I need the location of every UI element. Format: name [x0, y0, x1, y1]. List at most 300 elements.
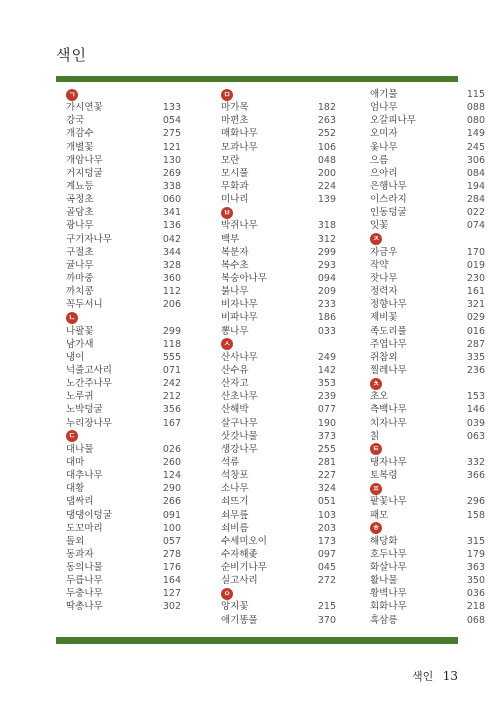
- index-column-3: [370, 88, 485, 627]
- index-entry: [66, 351, 181, 364]
- entry-page-number: 186: [317, 312, 336, 324]
- entry-term: 미나리: [221, 194, 249, 206]
- section-header: [221, 88, 336, 101]
- entry-term: 주엽나무: [370, 338, 407, 350]
- entry-term: 모란: [221, 154, 240, 166]
- entry-page-number: 215: [317, 601, 336, 613]
- index-entry: [370, 259, 485, 272]
- entry-page-number: 209: [317, 286, 336, 298]
- entry-page-number: 363: [466, 562, 485, 574]
- index-entry: [370, 403, 485, 416]
- entry-term: 노간주나무: [66, 378, 112, 390]
- index-entry: [370, 114, 485, 127]
- entry-term: 화살나무: [370, 562, 407, 574]
- entry-term: 마편초: [221, 115, 249, 127]
- entry-page-number: 016: [466, 325, 485, 337]
- entry-term: 복수초: [221, 259, 249, 271]
- entry-term: 쇠뜨기: [221, 496, 249, 508]
- index-entry: [66, 127, 181, 140]
- entry-page-number: 299: [162, 325, 181, 337]
- index-entry: [370, 430, 485, 443]
- index-entry: [370, 600, 485, 613]
- index-entry: [66, 272, 181, 285]
- entry-page-number: 179: [466, 548, 485, 560]
- entry-term: 남가새: [66, 338, 94, 350]
- entry-term: 애기똥풀: [221, 614, 258, 626]
- entry-term: 나팔꽃: [66, 325, 94, 337]
- index-entry: [370, 509, 485, 522]
- entry-page-number: 060: [162, 194, 181, 206]
- entry-page-number: 121: [162, 141, 181, 153]
- entry-page-number: 218: [466, 601, 485, 613]
- entry-term: 오미자: [370, 128, 398, 140]
- entry-page-number: 284: [466, 194, 485, 206]
- entry-page-number: 353: [317, 378, 336, 390]
- entry-page-number: 051: [317, 496, 336, 508]
- section-header: [66, 311, 181, 324]
- entry-term: 구기자나무: [66, 233, 112, 245]
- index-entry: [221, 469, 336, 482]
- entry-page-number: 278: [162, 548, 181, 560]
- entry-term: 수자해좆: [221, 548, 258, 560]
- entry-term: 개별꽃: [66, 141, 94, 153]
- index-entry: [66, 219, 181, 232]
- index-entry: [370, 141, 485, 154]
- entry-page-number: 068: [466, 614, 485, 626]
- entry-page-number: 260: [162, 456, 181, 468]
- entry-page-number: 263: [317, 115, 336, 127]
- index-entry: [370, 180, 485, 193]
- entry-term: 족도리풀: [370, 325, 407, 337]
- entry-page-number: 360: [162, 272, 181, 284]
- entry-term: 모시풀: [221, 167, 249, 179]
- entry-term: 개암나무: [66, 154, 103, 166]
- index-column-1: [66, 88, 181, 614]
- entry-term: 댕댕이덩굴: [66, 509, 112, 521]
- entry-page-number: 139: [317, 194, 336, 206]
- index-entry: [66, 482, 181, 495]
- index-entry: [221, 403, 336, 416]
- top-divider-bar: [56, 76, 458, 82]
- entry-term: 삿갓나물: [221, 430, 258, 442]
- entry-page-number: 200: [317, 167, 336, 179]
- entry-page-number: 161: [466, 286, 485, 298]
- index-entry: [221, 430, 336, 443]
- index-entry: [370, 246, 485, 259]
- entry-term: 복숭아나무: [221, 272, 267, 284]
- entry-page-number: 153: [466, 391, 485, 403]
- section-letter-badge: ㅇ: [221, 588, 233, 600]
- index-entry: [66, 259, 181, 272]
- entry-term: 거지덩굴: [66, 167, 103, 179]
- index-entry: [66, 403, 181, 416]
- entry-page-number: 290: [162, 483, 181, 495]
- section-header: [221, 206, 336, 219]
- index-entry: [370, 101, 485, 114]
- index-entry: [370, 154, 485, 167]
- index-entry: [221, 522, 336, 535]
- entry-term: 정력자: [370, 286, 398, 298]
- entry-term: 호두나무: [370, 548, 407, 560]
- index-entry: [221, 114, 336, 127]
- index-entry: [221, 141, 336, 154]
- section-letter-badge: ㅁ: [221, 89, 233, 101]
- entry-term: 무화과: [221, 180, 249, 192]
- entry-term: 강국: [66, 115, 85, 127]
- entry-page-number: 088: [466, 102, 485, 114]
- entry-term: 두충나무: [66, 588, 103, 600]
- index-entry: [66, 587, 181, 600]
- entry-page-number: 328: [162, 259, 181, 271]
- entry-page-number: 063: [466, 430, 485, 442]
- entry-page-number: 344: [162, 246, 181, 258]
- index-entry: [221, 377, 336, 390]
- index-entry: [66, 141, 181, 154]
- entry-term: 잇꽃: [370, 220, 389, 232]
- entry-term: 두릅나무: [66, 575, 103, 587]
- section-header: [370, 233, 485, 246]
- index-entry: [66, 325, 181, 338]
- entry-page-number: 370: [317, 614, 336, 626]
- entry-page-number: 255: [317, 443, 336, 455]
- section-letter-badge: ㅊ: [370, 378, 382, 390]
- index-entry: [66, 469, 181, 482]
- entry-page-number: 170: [466, 246, 485, 258]
- entry-term: 으름: [370, 154, 389, 166]
- index-entry: [66, 561, 181, 574]
- index-entry: [221, 390, 336, 403]
- entry-page-number: 074: [466, 220, 485, 232]
- page-title: 색인: [56, 46, 87, 64]
- section-header: [370, 522, 485, 535]
- entry-term: 비자나무: [221, 299, 258, 311]
- section-letter-badge: ㅂ: [221, 207, 233, 219]
- entry-term: 귤나무: [66, 259, 94, 271]
- entry-page-number: 555: [162, 351, 181, 363]
- entry-page-number: 100: [162, 522, 181, 534]
- section-letter-badge: ㄴ: [66, 312, 78, 324]
- entry-term: 꼭두서니: [66, 299, 103, 311]
- index-entry: [66, 495, 181, 508]
- section-letter-badge: ㅎ: [370, 522, 382, 534]
- section-header: [221, 587, 336, 600]
- entry-page-number: 321: [466, 299, 485, 311]
- index-entry: [66, 456, 181, 469]
- entry-page-number: 338: [162, 180, 181, 192]
- index-entry: [370, 574, 485, 587]
- index-entry: [66, 285, 181, 298]
- entry-term: 뽕나무: [221, 325, 249, 337]
- entry-term: 치자나무: [370, 417, 407, 429]
- entry-term: 구절초: [66, 246, 94, 258]
- entry-page-number: 048: [317, 154, 336, 166]
- entry-page-number: 194: [466, 180, 485, 192]
- entry-page-number: 146: [466, 404, 485, 416]
- index-entry: [221, 351, 336, 364]
- index-entry: [66, 246, 181, 259]
- entry-term: 자금우: [370, 246, 398, 258]
- entry-term: 순비기나무: [221, 562, 267, 574]
- index-entry: [221, 101, 336, 114]
- entry-term: 살구나무: [221, 417, 258, 429]
- entry-page-number: 094: [317, 272, 336, 284]
- index-entry: [221, 495, 336, 508]
- entry-term: 실고사리: [221, 575, 258, 587]
- index-entry: [221, 193, 336, 206]
- entry-term: 생강나무: [221, 443, 258, 455]
- entry-page-number: 045: [317, 562, 336, 574]
- index-entry: [370, 325, 485, 338]
- index-entry: [66, 390, 181, 403]
- index-entry: [66, 574, 181, 587]
- entry-term: 소나무: [221, 483, 249, 495]
- index-entry: [370, 88, 485, 101]
- index-entry: [221, 456, 336, 469]
- entry-page-number: 124: [162, 470, 181, 482]
- entry-page-number: 269: [162, 167, 181, 179]
- entry-term: 쥐참외: [370, 351, 398, 363]
- entry-page-number: 176: [162, 562, 181, 574]
- entry-page-number: 103: [317, 509, 336, 521]
- entry-term: 토복령: [370, 470, 398, 482]
- index-entry: [221, 364, 336, 377]
- entry-term: 매화나무: [221, 128, 258, 140]
- entry-page-number: 167: [162, 417, 181, 429]
- entry-term: 수세미오이: [221, 535, 267, 547]
- entry-term: 옻나무: [370, 141, 398, 153]
- index-entry: [66, 548, 181, 561]
- section-header: [370, 443, 485, 456]
- entry-term: 산자고: [221, 378, 249, 390]
- entry-page-number: 118: [162, 338, 181, 350]
- entry-term: 비파나무: [221, 312, 258, 324]
- entry-page-number: 299: [317, 246, 336, 258]
- entry-term: 가시연꽃: [66, 102, 103, 114]
- index-entry: [66, 338, 181, 351]
- entry-term: 동과자: [66, 548, 94, 560]
- entry-term: 측백나무: [370, 404, 407, 416]
- entry-page-number: 080: [466, 115, 485, 127]
- entry-term: 산사나무: [221, 351, 258, 363]
- entry-page-number: 227: [317, 470, 336, 482]
- entry-term: 박쥐나무: [221, 220, 258, 232]
- index-entry: [370, 456, 485, 469]
- entry-page-number: 173: [317, 535, 336, 547]
- entry-page-number: 033: [317, 325, 336, 337]
- section-header: [370, 377, 485, 390]
- index-entry: [66, 154, 181, 167]
- index-entry: [221, 325, 336, 338]
- index-entry: [221, 259, 336, 272]
- entry-term: 으아리: [370, 167, 398, 179]
- entry-page-number: 127: [162, 588, 181, 600]
- entry-page-number: 350: [466, 575, 485, 587]
- section-header: [221, 338, 336, 351]
- entry-term: 찔레나무: [370, 364, 407, 376]
- entry-page-number: 224: [317, 180, 336, 192]
- entry-term: 흑삼릉: [370, 614, 398, 626]
- entry-page-number: 091: [162, 509, 181, 521]
- index-entry: [370, 285, 485, 298]
- entry-term: 이스라지: [370, 194, 407, 206]
- entry-page-number: 029: [466, 312, 485, 324]
- section-letter-badge: ㅈ: [370, 233, 382, 245]
- index-entry: [66, 509, 181, 522]
- index-entry: [370, 417, 485, 430]
- entry-term: 누리장나무: [66, 417, 112, 429]
- entry-page-number: 097: [317, 548, 336, 560]
- entry-page-number: 281: [317, 456, 336, 468]
- entry-term: 도꼬마리: [66, 522, 103, 534]
- entry-term: 쇠무릎: [221, 509, 249, 521]
- entry-term: 해당화: [370, 535, 398, 547]
- entry-page-number: 019: [466, 259, 485, 271]
- entry-term: 탱자나무: [370, 456, 407, 468]
- index-entry: [221, 574, 336, 587]
- entry-term: 까마중: [66, 272, 94, 284]
- index-column-2: [221, 88, 336, 627]
- index-entry: [66, 193, 181, 206]
- index-entry: [66, 364, 181, 377]
- entry-page-number: 158: [466, 509, 485, 521]
- entry-page-number: 306: [466, 154, 485, 166]
- footer-label: 색인: [411, 670, 434, 683]
- entry-term: 노박덩굴: [66, 404, 103, 416]
- entry-page-number: 239: [317, 391, 336, 403]
- entry-term: 엄나무: [370, 102, 398, 114]
- entry-term: 은행나무: [370, 180, 407, 192]
- entry-page-number: 149: [466, 128, 485, 140]
- index-entry: [370, 338, 485, 351]
- index-entry: [221, 482, 336, 495]
- entry-term: 계뇨등: [66, 180, 94, 192]
- entry-page-number: 071: [162, 364, 181, 376]
- index-entry: [370, 561, 485, 574]
- index-entry: [221, 246, 336, 259]
- index-entry: [370, 272, 485, 285]
- entry-page-number: 312: [317, 233, 336, 245]
- entry-term: 잣나무: [370, 272, 398, 284]
- entry-term: 복분자: [221, 246, 249, 258]
- entry-page-number: 084: [466, 167, 485, 179]
- entry-page-number: 318: [317, 220, 336, 232]
- entry-page-number: 203: [317, 522, 336, 534]
- entry-term: 대황: [66, 483, 85, 495]
- entry-page-number: 054: [162, 115, 181, 127]
- section-letter-badge: ㄱ: [66, 89, 78, 101]
- entry-term: 붉나무: [221, 286, 249, 298]
- entry-page-number: 236: [466, 364, 485, 376]
- index-entry: [370, 469, 485, 482]
- index-entry: [370, 167, 485, 180]
- index-entry: [370, 298, 485, 311]
- index-entry: [370, 535, 485, 548]
- entry-page-number: 115: [466, 89, 485, 100]
- index-entry: [221, 535, 336, 548]
- index-entry: [370, 351, 485, 364]
- entry-page-number: 293: [317, 259, 336, 271]
- index-entry: [221, 614, 336, 627]
- entry-term: 석창포: [221, 470, 249, 482]
- page-number: 13: [442, 669, 458, 683]
- entry-term: 노루귀: [66, 391, 94, 403]
- bottom-divider-bar: [56, 637, 458, 644]
- index-entry: [221, 154, 336, 167]
- entry-term: 백부: [221, 233, 240, 245]
- entry-page-number: 356: [162, 404, 181, 416]
- entry-page-number: 164: [162, 575, 181, 587]
- entry-page-number: 230: [466, 272, 485, 284]
- section-letter-badge: ㅅ: [221, 338, 233, 350]
- index-entry: [221, 180, 336, 193]
- entry-page-number: 373: [317, 430, 336, 442]
- entry-page-number: 275: [162, 128, 181, 140]
- index-entry: [66, 443, 181, 456]
- index-entry: [221, 311, 336, 324]
- entry-page-number: 332: [466, 456, 485, 468]
- entry-term: 냉이: [66, 351, 85, 363]
- index-entry: [221, 272, 336, 285]
- entry-page-number: 287: [466, 338, 485, 350]
- section-letter-badge: ㄷ: [66, 430, 78, 442]
- index-entry: [221, 285, 336, 298]
- entry-term: 황벽나무: [370, 588, 407, 600]
- index-entry: [221, 509, 336, 522]
- entry-term: 정향나무: [370, 299, 407, 311]
- index-entry: [66, 180, 181, 193]
- entry-page-number: 266: [162, 496, 181, 508]
- entry-page-number: 133: [162, 102, 181, 114]
- index-entry: [221, 219, 336, 232]
- entry-page-number: 039: [466, 417, 485, 429]
- entry-term: 인동덩굴: [370, 207, 407, 219]
- index-entry: [66, 233, 181, 246]
- entry-term: 동의나물: [66, 562, 103, 574]
- index-entry: [370, 495, 485, 508]
- entry-page-number: 206: [162, 299, 181, 311]
- entry-term: 개감수: [66, 128, 94, 140]
- entry-page-number: 042: [162, 233, 181, 245]
- entry-term: 딱총나무: [66, 601, 103, 613]
- entry-term: 대추나무: [66, 470, 103, 482]
- entry-page-number: 242: [162, 378, 181, 390]
- entry-term: 골담초: [66, 207, 94, 219]
- index-entry: [370, 548, 485, 561]
- index-entry: [66, 535, 181, 548]
- index-entry: [370, 219, 485, 232]
- index-entry: [221, 443, 336, 456]
- index-entry: [370, 127, 485, 140]
- entry-term: 활나물: [370, 575, 398, 587]
- entry-term: 마가목: [221, 102, 249, 114]
- index-entry: [221, 417, 336, 430]
- entry-term: 앙지꽃: [221, 601, 249, 613]
- index-entry: [66, 114, 181, 127]
- entry-term: 대마: [66, 456, 85, 468]
- entry-term: 초오: [370, 391, 389, 403]
- index-entry: [370, 206, 485, 219]
- entry-page-number: 296: [466, 496, 485, 508]
- entry-page-number: 190: [317, 417, 336, 429]
- section-letter-badge: ㅌ: [370, 443, 382, 455]
- entry-page-number: 212: [162, 391, 181, 403]
- entry-term: 작약: [370, 259, 389, 271]
- entry-page-number: 136: [162, 220, 181, 232]
- entry-term: 팥꽃나무: [370, 496, 407, 508]
- entry-term: 광나무: [66, 220, 94, 232]
- entry-page-number: 182: [317, 102, 336, 114]
- entry-term: 패모: [370, 509, 389, 521]
